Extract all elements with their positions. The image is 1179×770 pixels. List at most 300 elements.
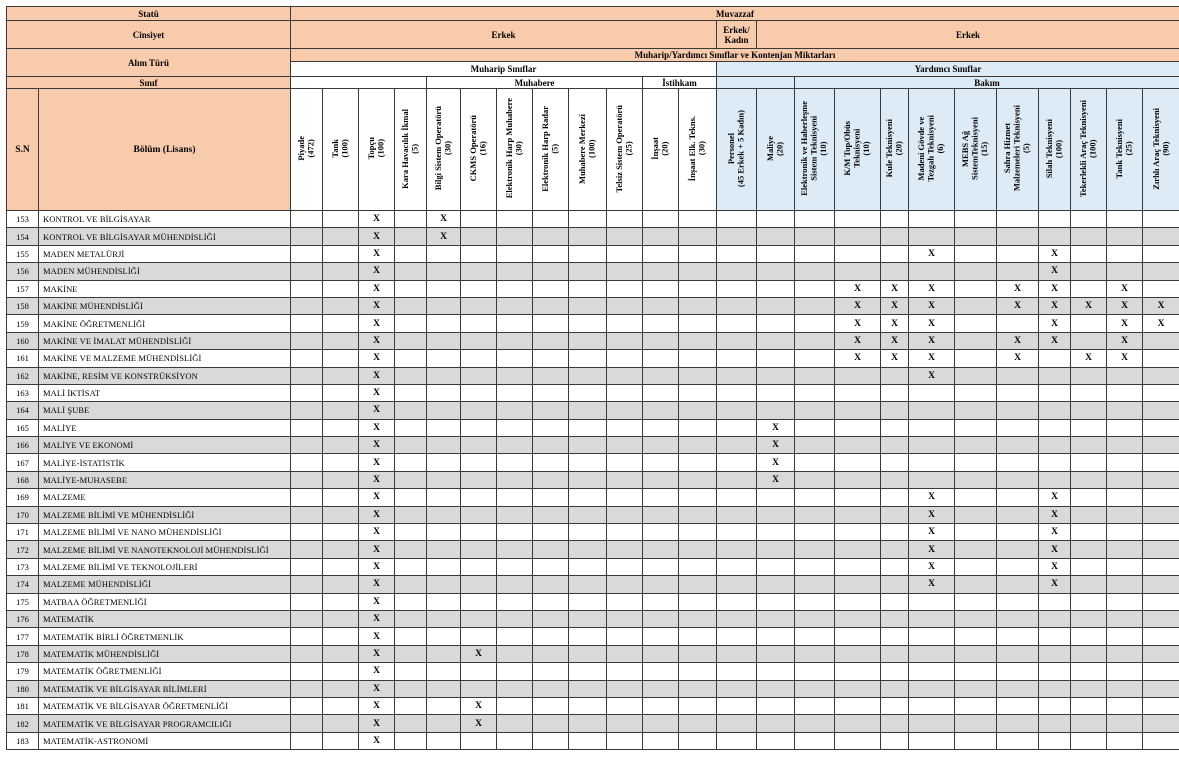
column-header-label: Personel (45 Erkek + 5 Kadın) — [726, 109, 746, 188]
eligibility-mark: X — [835, 297, 881, 314]
eligibility-mark: X — [359, 558, 395, 575]
empty-cell — [533, 228, 569, 245]
row-sn: 167 — [7, 454, 39, 471]
empty-cell — [1071, 697, 1107, 714]
column-header-label: K/M Top/Obüs Teknisyeni (10) — [842, 121, 872, 176]
empty-cell — [395, 245, 427, 262]
table-row — [7, 645, 1179, 662]
empty-cell — [1143, 576, 1179, 593]
empty-cell — [323, 384, 359, 401]
eligibility-mark: X — [359, 489, 395, 506]
empty-cell — [497, 280, 533, 297]
column-header — [955, 89, 997, 211]
eligibility-mark: X — [359, 402, 395, 419]
empty-cell — [533, 367, 569, 384]
empty-cell — [717, 332, 757, 349]
empty-cell — [757, 697, 795, 714]
row-sn: 156 — [7, 263, 39, 280]
empty-cell — [643, 610, 679, 627]
row-bolum: MAKİNE ÖĞRETMENLİĞİ — [39, 315, 291, 332]
empty-cell — [717, 506, 757, 523]
empty-cell — [757, 489, 795, 506]
empty-cell — [1071, 280, 1107, 297]
empty-cell — [607, 524, 643, 541]
empty-cell — [461, 419, 497, 436]
empty-cell — [461, 315, 497, 332]
eligibility-mark: X — [757, 419, 795, 436]
empty-cell — [997, 524, 1039, 541]
empty-cell — [835, 384, 881, 401]
row-bolum: MALZEME BİLİMİ VE TEKNOLOJİLERİ — [39, 558, 291, 575]
empty-cell — [607, 263, 643, 280]
empty-cell — [607, 593, 643, 610]
empty-cell — [291, 211, 323, 228]
empty-cell — [461, 489, 497, 506]
empty-cell — [1071, 489, 1107, 506]
row-sn: 174 — [7, 576, 39, 593]
empty-cell — [717, 645, 757, 662]
empty-cell — [795, 454, 835, 471]
empty-cell — [679, 297, 717, 314]
eligibility-mark: X — [359, 350, 395, 367]
empty-cell — [1143, 280, 1179, 297]
table-row — [7, 402, 1179, 419]
empty-cell — [643, 732, 679, 749]
empty-cell — [533, 384, 569, 401]
empty-cell — [835, 697, 881, 714]
empty-cell — [717, 384, 757, 401]
empty-cell — [461, 367, 497, 384]
empty-cell — [497, 228, 533, 245]
empty-cell — [497, 350, 533, 367]
table-row — [7, 541, 1179, 558]
empty-cell — [497, 524, 533, 541]
empty-cell — [881, 384, 909, 401]
empty-cell — [1143, 628, 1179, 645]
empty-cell — [323, 419, 359, 436]
eligibility-mark: X — [1039, 297, 1071, 314]
empty-cell — [795, 471, 835, 488]
empty-cell — [835, 541, 881, 558]
empty-cell — [395, 384, 427, 401]
empty-cell — [717, 350, 757, 367]
empty-cell — [643, 211, 679, 228]
empty-cell — [757, 297, 795, 314]
empty-cell — [395, 558, 427, 575]
empty-cell — [1039, 610, 1071, 627]
eligibility-mark: X — [1039, 576, 1071, 593]
empty-cell — [997, 263, 1039, 280]
eligibility-mark: X — [881, 280, 909, 297]
empty-cell — [1107, 211, 1143, 228]
eligibility-mark: X — [359, 506, 395, 523]
column-header — [997, 89, 1039, 211]
empty-cell — [881, 541, 909, 558]
empty-cell — [1071, 471, 1107, 488]
empty-cell — [533, 645, 569, 662]
empty-cell — [679, 402, 717, 419]
empty-cell — [795, 489, 835, 506]
empty-cell — [679, 437, 717, 454]
cinsiyet-erkek-muharip: Erkek — [291, 21, 717, 49]
empty-cell — [291, 680, 323, 697]
empty-cell — [643, 297, 679, 314]
empty-cell — [881, 211, 909, 228]
empty-cell — [795, 645, 835, 662]
column-header-label: CKMS Operatörü (16) — [468, 115, 488, 182]
empty-cell — [461, 350, 497, 367]
eligibility-mark: X — [359, 367, 395, 384]
eligibility-mark: X — [1039, 558, 1071, 575]
empty-cell — [533, 610, 569, 627]
empty-cell — [533, 211, 569, 228]
empty-cell — [461, 263, 497, 280]
empty-cell — [955, 332, 997, 349]
empty-cell — [881, 715, 909, 732]
empty-cell — [1039, 211, 1071, 228]
eligibility-mark: X — [909, 576, 955, 593]
column-header-label: Bilgi Sistem Operatörü (30) — [433, 106, 453, 191]
empty-cell — [757, 715, 795, 732]
empty-cell — [881, 245, 909, 262]
empty-cell — [497, 541, 533, 558]
empty-cell — [1039, 228, 1071, 245]
empty-cell — [395, 541, 427, 558]
row-bolum: MATBAA ÖĞRETMENLİĞİ — [39, 593, 291, 610]
empty-cell — [461, 454, 497, 471]
empty-cell — [643, 402, 679, 419]
empty-cell — [323, 680, 359, 697]
empty-cell — [395, 315, 427, 332]
empty-cell — [1143, 228, 1179, 245]
empty-cell — [323, 263, 359, 280]
eligibility-mark: X — [835, 280, 881, 297]
empty-cell — [717, 715, 757, 732]
empty-cell — [1071, 245, 1107, 262]
table-row — [7, 489, 1179, 506]
empty-cell — [757, 245, 795, 262]
empty-cell — [679, 280, 717, 297]
table-row — [7, 245, 1179, 262]
empty-cell — [757, 211, 795, 228]
row-bolum: KONTROL VE BİLGİSAYAR — [39, 211, 291, 228]
column-header-label: Silah Teknisyeni (100) — [1044, 118, 1064, 179]
empty-cell — [291, 263, 323, 280]
empty-cell — [1107, 263, 1143, 280]
empty-cell — [497, 732, 533, 749]
empty-cell — [427, 437, 461, 454]
eligibility-mark: X — [997, 350, 1039, 367]
empty-cell — [643, 524, 679, 541]
eligibility-mark: X — [909, 506, 955, 523]
empty-cell — [997, 628, 1039, 645]
empty-cell — [881, 454, 909, 471]
empty-cell — [395, 576, 427, 593]
empty-cell — [643, 576, 679, 593]
empty-cell — [497, 454, 533, 471]
empty-cell — [569, 297, 607, 314]
row-sn: 168 — [7, 471, 39, 488]
empty-cell — [1143, 263, 1179, 280]
empty-cell — [955, 367, 997, 384]
empty-cell — [1071, 593, 1107, 610]
table-row — [7, 332, 1179, 349]
empty-cell — [533, 489, 569, 506]
eligibility-mark: X — [359, 663, 395, 680]
empty-cell — [757, 332, 795, 349]
eligibility-mark: X — [909, 245, 955, 262]
empty-cell — [881, 645, 909, 662]
empty-cell — [569, 576, 607, 593]
empty-cell — [679, 350, 717, 367]
empty-cell — [835, 263, 881, 280]
eligibility-mark: X — [359, 645, 395, 662]
empty-cell — [607, 280, 643, 297]
empty-cell — [533, 628, 569, 645]
empty-cell — [679, 732, 717, 749]
row-bolum: MATEMATİK VE BİLGİSAYAR ÖĞRETMENLİĞİ — [39, 697, 291, 714]
column-header-label: Tank (100) — [330, 139, 350, 158]
empty-cell — [1039, 402, 1071, 419]
empty-cell — [607, 541, 643, 558]
column-header-label: İnşaat (20) — [650, 137, 670, 160]
eligibility-mark: X — [881, 350, 909, 367]
eligibility-mark: X — [997, 297, 1039, 314]
column-header-label: Elektronik Harp Muhabere (30) — [504, 98, 524, 199]
empty-cell — [795, 402, 835, 419]
empty-cell — [955, 558, 997, 575]
empty-cell — [497, 697, 533, 714]
table-row — [7, 524, 1179, 541]
column-header — [881, 89, 909, 211]
empty-cell — [717, 697, 757, 714]
row-bolum: MALZEME BİLİMİ VE MÜHENDİSLİĞİ — [39, 506, 291, 523]
empty-cell — [497, 663, 533, 680]
eligibility-mark: X — [1039, 315, 1071, 332]
row-bolum: MALİYE-MUHASEBE — [39, 471, 291, 488]
empty-cell — [497, 437, 533, 454]
column-header — [1071, 89, 1107, 211]
empty-cell — [1071, 524, 1107, 541]
empty-cell — [427, 297, 461, 314]
empty-cell — [955, 437, 997, 454]
empty-cell — [679, 419, 717, 436]
empty-cell — [607, 454, 643, 471]
empty-cell — [427, 732, 461, 749]
eligibility-mark: X — [835, 350, 881, 367]
empty-cell — [461, 541, 497, 558]
empty-cell — [461, 558, 497, 575]
empty-cell — [835, 402, 881, 419]
empty-cell — [909, 471, 955, 488]
column-header — [607, 89, 643, 211]
empty-cell — [461, 628, 497, 645]
table-row — [7, 506, 1179, 523]
empty-cell — [1107, 576, 1143, 593]
column-header-label: Kule Teknisyeni (20) — [884, 119, 904, 178]
empty-cell — [607, 471, 643, 488]
empty-cell — [291, 732, 323, 749]
cinsiyet-label: Cinsiyet — [7, 21, 291, 49]
empty-cell — [1039, 663, 1071, 680]
empty-cell — [835, 245, 881, 262]
empty-cell — [881, 558, 909, 575]
empty-cell — [757, 663, 795, 680]
empty-cell — [679, 471, 717, 488]
empty-cell — [643, 489, 679, 506]
empty-cell — [461, 297, 497, 314]
empty-cell — [533, 263, 569, 280]
empty-cell — [1071, 437, 1107, 454]
empty-cell — [643, 419, 679, 436]
empty-cell — [427, 454, 461, 471]
eligibility-mark: X — [359, 245, 395, 262]
empty-cell — [835, 454, 881, 471]
empty-cell — [395, 367, 427, 384]
empty-cell — [679, 489, 717, 506]
column-header-label: Tank Teknisyeni (25) — [1114, 118, 1134, 179]
empty-cell — [643, 332, 679, 349]
empty-cell — [717, 402, 757, 419]
row-bolum: MAKİNE VE İMALAT MÜHENDİSLİĞİ — [39, 332, 291, 349]
muharip-siniflar-label: Muharip Sınıflar — [291, 62, 717, 77]
empty-cell — [1071, 610, 1107, 627]
empty-cell — [607, 663, 643, 680]
empty-cell — [1071, 315, 1107, 332]
empty-cell — [909, 715, 955, 732]
empty-cell — [395, 297, 427, 314]
empty-cell — [717, 280, 757, 297]
eligibility-mark: X — [1039, 280, 1071, 297]
empty-cell — [997, 506, 1039, 523]
empty-cell — [395, 489, 427, 506]
empty-cell — [395, 715, 427, 732]
empty-cell — [291, 697, 323, 714]
sn-header: S.N — [7, 89, 39, 211]
table-row — [7, 715, 1179, 732]
table-row — [7, 367, 1179, 384]
empty-cell — [427, 593, 461, 610]
empty-cell — [533, 332, 569, 349]
table-row — [7, 211, 1179, 228]
table-row — [7, 297, 1179, 314]
empty-cell — [997, 576, 1039, 593]
empty-cell — [395, 228, 427, 245]
table-row — [7, 454, 1179, 471]
empty-cell — [757, 558, 795, 575]
empty-cell — [795, 245, 835, 262]
eligibility-mark: X — [881, 297, 909, 314]
empty-cell — [1143, 645, 1179, 662]
eligibility-mark: X — [461, 697, 497, 714]
empty-cell — [323, 228, 359, 245]
empty-cell — [427, 489, 461, 506]
empty-cell — [1039, 628, 1071, 645]
empty-cell — [835, 558, 881, 575]
empty-cell — [1107, 367, 1143, 384]
empty-cell — [569, 315, 607, 332]
row-bolum: MALZEME BİLİMİ VE NANOTEKNOLOJİ MÜHENDİSLİĞİ — [39, 541, 291, 558]
empty-cell — [717, 245, 757, 262]
empty-cell — [643, 506, 679, 523]
empty-cell — [955, 471, 997, 488]
eligibility-mark: X — [359, 593, 395, 610]
eligibility-mark: X — [359, 211, 395, 228]
row-sn: 173 — [7, 558, 39, 575]
eligibility-mark: X — [359, 732, 395, 749]
empty-cell — [569, 628, 607, 645]
empty-cell — [461, 663, 497, 680]
empty-cell — [955, 593, 997, 610]
row-sn: 183 — [7, 732, 39, 749]
empty-cell — [323, 245, 359, 262]
empty-cell — [997, 402, 1039, 419]
empty-cell — [795, 697, 835, 714]
column-header — [427, 89, 461, 211]
eligibility-mark: X — [909, 541, 955, 558]
table-row — [7, 419, 1179, 436]
empty-cell — [955, 732, 997, 749]
empty-cell — [569, 680, 607, 697]
empty-cell — [607, 715, 643, 732]
empty-cell — [533, 715, 569, 732]
empty-cell — [881, 697, 909, 714]
sinif-blank — [291, 77, 427, 89]
empty-cell — [1071, 558, 1107, 575]
empty-cell — [1143, 663, 1179, 680]
cinsiyet-erkek-yardimci: Erkek — [757, 21, 1179, 49]
eligibility-mark: X — [1143, 297, 1179, 314]
empty-cell — [461, 576, 497, 593]
empty-cell — [955, 454, 997, 471]
empty-cell — [607, 315, 643, 332]
column-header-label: Tekerlekli Araç Teknisyeni (100) — [1078, 100, 1098, 197]
empty-cell — [643, 245, 679, 262]
column-header — [795, 89, 835, 211]
row-sn: 153 — [7, 211, 39, 228]
empty-cell — [395, 680, 427, 697]
column-header — [569, 89, 607, 211]
eligibility-mark: X — [359, 332, 395, 349]
empty-cell — [395, 280, 427, 297]
row-sn: 163 — [7, 384, 39, 401]
empty-cell — [427, 471, 461, 488]
eligibility-mark: X — [1039, 332, 1071, 349]
eligibility-mark: X — [909, 524, 955, 541]
row-sn: 170 — [7, 506, 39, 523]
empty-cell — [497, 211, 533, 228]
empty-cell — [795, 228, 835, 245]
column-header — [643, 89, 679, 211]
empty-cell — [881, 228, 909, 245]
empty-cell — [643, 680, 679, 697]
empty-cell — [909, 645, 955, 662]
empty-cell — [461, 506, 497, 523]
empty-cell — [757, 680, 795, 697]
empty-cell — [835, 437, 881, 454]
row-bolum: MADEN METALÜRJİ — [39, 245, 291, 262]
empty-cell — [881, 663, 909, 680]
empty-cell — [955, 663, 997, 680]
row-sn: 155 — [7, 245, 39, 262]
empty-cell — [461, 228, 497, 245]
row-sn: 162 — [7, 367, 39, 384]
empty-cell — [1143, 367, 1179, 384]
empty-cell — [997, 645, 1039, 662]
empty-cell — [955, 645, 997, 662]
empty-cell — [717, 228, 757, 245]
empty-cell — [395, 628, 427, 645]
